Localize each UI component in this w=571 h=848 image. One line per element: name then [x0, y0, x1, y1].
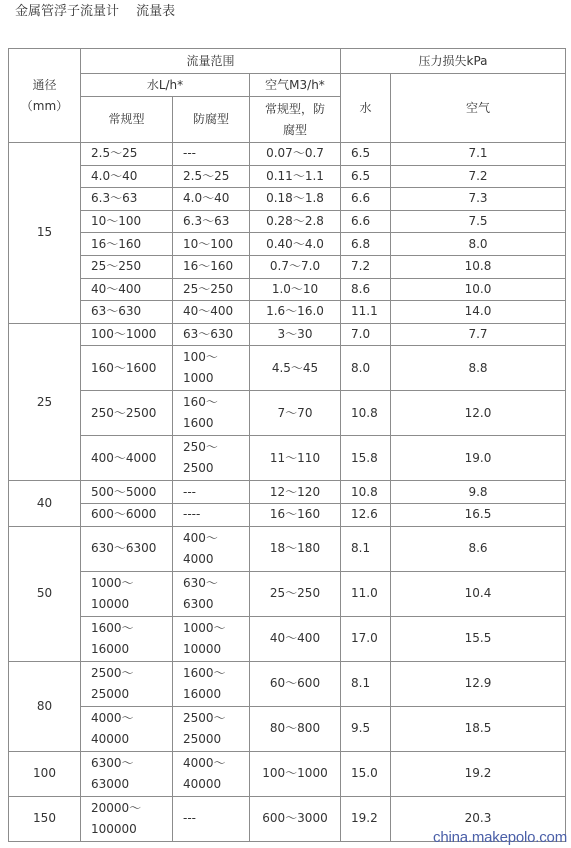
- table-row: [9, 661, 566, 706]
- table-row: [9, 233, 566, 256]
- anticorrosion-flow-cell: ---: [173, 143, 250, 166]
- header-air-loss: 空气: [391, 74, 566, 143]
- water-loss-cell: 8.1: [341, 526, 391, 571]
- standard-flow-cell: 4.0～40: [81, 165, 173, 188]
- diameter-cell: 80: [9, 661, 81, 751]
- standard-flow-cell: 2500～ 25000: [81, 661, 173, 706]
- diameter-cell: 150: [9, 796, 81, 841]
- standard-flow-cell: 1000～ 10000: [81, 571, 173, 616]
- water-loss-cell: 15.0: [341, 751, 391, 796]
- table-header: [9, 49, 566, 143]
- header-pressure-loss: 压力损失kPa: [341, 49, 566, 74]
- air-flow-cell: 0.28～2.8: [250, 210, 341, 233]
- table-body: [9, 143, 566, 842]
- standard-flow-cell: 250～2500: [81, 391, 173, 436]
- air-loss-cell: 19.0: [391, 436, 566, 481]
- air-flow-cell: 40～400: [250, 616, 341, 661]
- air-flow-cell: 0.7～7.0: [250, 255, 341, 278]
- table-row: [9, 278, 566, 301]
- standard-flow-cell: 1600～ 16000: [81, 616, 173, 661]
- air-flow-cell: 0.11～1.1: [250, 165, 341, 188]
- standard-flow-cell: 10～100: [81, 210, 173, 233]
- water-loss-cell: 7.0: [341, 323, 391, 346]
- standard-flow-cell: 63～630: [81, 301, 173, 324]
- table-row: [9, 503, 566, 526]
- watermark: china.makepolo.com: [433, 829, 567, 846]
- anticorrosion-flow-cell: 2500～ 25000: [173, 706, 250, 751]
- air-flow-cell: 60～600: [250, 661, 341, 706]
- anticorrosion-flow-cell: 10～100: [173, 233, 250, 256]
- water-loss-cell: 11.0: [341, 571, 391, 616]
- water-loss-cell: 8.1: [341, 661, 391, 706]
- standard-flow-cell: 600～6000: [81, 503, 173, 526]
- water-loss-cell: 6.8: [341, 233, 391, 256]
- water-loss-cell: 8.0: [341, 346, 391, 391]
- table-row: [9, 706, 566, 751]
- air-loss-cell: 8.6: [391, 526, 566, 571]
- air-loss-cell: 7.2: [391, 165, 566, 188]
- water-loss-cell: 12.6: [341, 503, 391, 526]
- water-loss-cell: 7.2: [341, 255, 391, 278]
- air-loss-cell: 19.2: [391, 751, 566, 796]
- table-row: [9, 481, 566, 504]
- air-flow-cell: 0.07～0.7: [250, 143, 341, 166]
- air-loss-cell: 14.0: [391, 301, 566, 324]
- water-loss-cell: 6.5: [341, 143, 391, 166]
- water-loss-cell: 17.0: [341, 616, 391, 661]
- anticorrosion-flow-cell: 1600～ 16000: [173, 661, 250, 706]
- flow-table: [8, 48, 566, 842]
- air-flow-cell: 1.6～16.0: [250, 301, 341, 324]
- anticorrosion-flow-cell: ---: [173, 796, 250, 841]
- anticorrosion-flow-cell: 630～ 6300: [173, 571, 250, 616]
- water-loss-cell: 10.8: [341, 481, 391, 504]
- air-flow-cell: 0.40～4.0: [250, 233, 341, 256]
- table-row: [9, 436, 566, 481]
- header-standard: 常规型: [81, 97, 173, 143]
- water-loss-cell: 6.6: [341, 188, 391, 211]
- standard-flow-cell: 400～4000: [81, 436, 173, 481]
- water-loss-cell: 8.6: [341, 278, 391, 301]
- air-loss-cell: 7.1: [391, 143, 566, 166]
- anticorrosion-flow-cell: 4.0～40: [173, 188, 250, 211]
- anticorrosion-flow-cell: 160～ 1600: [173, 391, 250, 436]
- water-loss-cell: 10.8: [341, 391, 391, 436]
- standard-flow-cell: 16～160: [81, 233, 173, 256]
- water-loss-cell: 11.1: [341, 301, 391, 324]
- water-loss-cell: 15.8: [341, 436, 391, 481]
- air-flow-cell: 18～180: [250, 526, 341, 571]
- header-air-type: 常规型，防 腐型: [250, 97, 341, 143]
- standard-flow-cell: 25～250: [81, 255, 173, 278]
- air-loss-cell: 8.0: [391, 233, 566, 256]
- air-flow-cell: 4.5～45: [250, 346, 341, 391]
- table-row: [9, 346, 566, 391]
- table-row: [9, 301, 566, 324]
- header-diameter: 通径 （mm）: [9, 49, 81, 143]
- standard-flow-cell: 2.5～25: [81, 143, 173, 166]
- water-loss-cell: 9.5: [341, 706, 391, 751]
- air-flow-cell: 11～110: [250, 436, 341, 481]
- air-flow-cell: 80～800: [250, 706, 341, 751]
- standard-flow-cell: 160～1600: [81, 346, 173, 391]
- anticorrosion-flow-cell: 40～400: [173, 301, 250, 324]
- anticorrosion-flow-cell: 25～250: [173, 278, 250, 301]
- page-title: 金属管浮子流量计 流量表: [15, 4, 176, 19]
- anticorrosion-flow-cell: 4000～ 40000: [173, 751, 250, 796]
- table-row: [9, 391, 566, 436]
- standard-flow-cell: 6.3～63: [81, 188, 173, 211]
- standard-flow-cell: 20000～ 100000: [81, 796, 173, 841]
- air-loss-cell: 12.0: [391, 391, 566, 436]
- standard-flow-cell: 100～1000: [81, 323, 173, 346]
- table-row: [9, 188, 566, 211]
- header-water-flow: 水L/h*: [81, 74, 250, 97]
- table-row: [9, 210, 566, 233]
- air-loss-cell: 15.5: [391, 616, 566, 661]
- header-flow-range: 流量范围: [81, 49, 341, 74]
- table-row: [9, 526, 566, 571]
- anticorrosion-flow-cell: 63～630: [173, 323, 250, 346]
- header-air-flow: 空气M3/h*: [250, 74, 341, 97]
- air-flow-cell: 7～70: [250, 391, 341, 436]
- air-loss-cell: 16.5: [391, 503, 566, 526]
- table-row: [9, 751, 566, 796]
- air-flow-cell: 100～1000: [250, 751, 341, 796]
- air-loss-cell: 7.7: [391, 323, 566, 346]
- water-loss-cell: 19.2: [341, 796, 391, 841]
- air-flow-cell: 12～120: [250, 481, 341, 504]
- air-loss-cell: 8.8: [391, 346, 566, 391]
- table-row: [9, 143, 566, 166]
- air-loss-cell: 7.5: [391, 210, 566, 233]
- anticorrosion-flow-cell: 2.5～25: [173, 165, 250, 188]
- diameter-cell: 50: [9, 526, 81, 661]
- air-loss-cell: 9.8: [391, 481, 566, 504]
- air-loss-cell: 7.3: [391, 188, 566, 211]
- air-loss-cell: 10.4: [391, 571, 566, 616]
- air-flow-cell: 3～30: [250, 323, 341, 346]
- diameter-cell: 100: [9, 751, 81, 796]
- air-flow-cell: 1.0～10: [250, 278, 341, 301]
- header-anticorrosion: 防腐型: [173, 97, 250, 143]
- standard-flow-cell: 6300～ 63000: [81, 751, 173, 796]
- header-water-loss: 水: [341, 74, 391, 143]
- standard-flow-cell: 500～5000: [81, 481, 173, 504]
- air-loss-cell: 18.5: [391, 706, 566, 751]
- air-loss-cell: 12.9: [391, 661, 566, 706]
- diameter-cell: 40: [9, 481, 81, 526]
- anticorrosion-flow-cell: 1000～ 10000: [173, 616, 250, 661]
- water-loss-cell: 6.6: [341, 210, 391, 233]
- air-flow-cell: 25～250: [250, 571, 341, 616]
- anticorrosion-flow-cell: ----: [173, 503, 250, 526]
- anticorrosion-flow-cell: 6.3～63: [173, 210, 250, 233]
- anticorrosion-flow-cell: 400～ 4000: [173, 526, 250, 571]
- air-flow-cell: 600～3000: [250, 796, 341, 841]
- anticorrosion-flow-cell: 250～ 2500: [173, 436, 250, 481]
- air-flow-cell: 0.18～1.8: [250, 188, 341, 211]
- standard-flow-cell: 40～400: [81, 278, 173, 301]
- diameter-cell: 25: [9, 323, 81, 481]
- table-row: [9, 571, 566, 616]
- table-row: [9, 165, 566, 188]
- air-loss-cell: 10.0: [391, 278, 566, 301]
- diameter-cell: 15: [9, 143, 81, 324]
- anticorrosion-flow-cell: ---: [173, 481, 250, 504]
- standard-flow-cell: 630～6300: [81, 526, 173, 571]
- air-flow-cell: 16～160: [250, 503, 341, 526]
- standard-flow-cell: 4000～ 40000: [81, 706, 173, 751]
- water-loss-cell: 6.5: [341, 165, 391, 188]
- table-row: [9, 323, 566, 346]
- air-loss-cell: 10.8: [391, 255, 566, 278]
- anticorrosion-flow-cell: 100～ 1000: [173, 346, 250, 391]
- table-row: [9, 255, 566, 278]
- anticorrosion-flow-cell: 16～160: [173, 255, 250, 278]
- table-row: [9, 616, 566, 661]
- air-loss-cell: 20.3: [391, 796, 566, 841]
